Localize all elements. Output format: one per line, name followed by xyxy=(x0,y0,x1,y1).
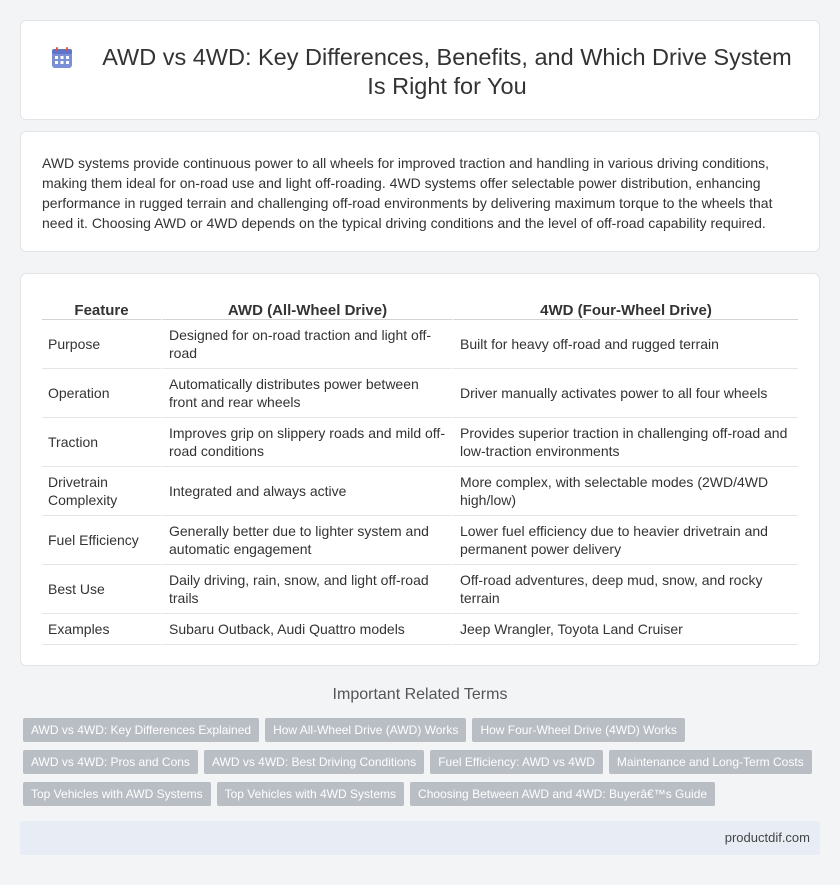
related-terms-title: Important Related Terms xyxy=(332,686,508,703)
related-tag[interactable]: AWD vs 4WD: Key Differences Explained xyxy=(23,718,259,742)
page-title: AWD vs 4WD: Key Differences, Benefits, and Which Drive System Is Right for You xyxy=(102,44,792,99)
related-tag[interactable]: Maintenance and Long-Term Costs xyxy=(609,750,812,774)
related-tag[interactable]: How All-Wheel Drive (AWD) Works xyxy=(265,718,466,742)
table-row xyxy=(42,565,798,614)
related-tag[interactable]: How Four-Wheel Drive (4WD) Works xyxy=(472,718,684,742)
related-tag[interactable]: Top Vehicles with 4WD Systems xyxy=(217,782,404,806)
feature-cell: Examples xyxy=(42,614,161,645)
4wd-cell: More complex, with selectable modes (2WD/4WD high/low) xyxy=(452,467,798,516)
4wd-cell: Provides superior traction in challenging off-road and low-traction environments xyxy=(452,418,798,467)
feature-cell: Best Use xyxy=(42,565,161,614)
footer-site-link[interactable]: productdif.com xyxy=(724,830,810,845)
feature-cell: Operation xyxy=(42,369,161,418)
table-row xyxy=(42,369,798,418)
column-header-awd: AWD (All-Wheel Drive) xyxy=(161,294,452,320)
table-row xyxy=(42,516,798,565)
related-tags xyxy=(23,718,823,806)
column-header-4wd: 4WD (Four-Wheel Drive) xyxy=(452,294,798,320)
related-tag[interactable]: AWD vs 4WD: Best Driving Conditions xyxy=(204,750,424,774)
table-header-row xyxy=(42,294,798,320)
feature-cell: Traction xyxy=(42,418,161,467)
awd-cell: Daily driving, rain, snow, and light off-road trails xyxy=(161,565,452,614)
table-row xyxy=(42,418,798,467)
column-header-feature: Feature xyxy=(42,294,161,320)
related-tag[interactable]: AWD vs 4WD: Pros and Cons xyxy=(23,750,198,774)
awd-cell: Automatically distributes power between front and rear wheels xyxy=(161,369,452,418)
feature-cell: Fuel Efficiency xyxy=(42,516,161,565)
feature-cell: Purpose xyxy=(42,320,161,369)
awd-cell: Designed for on-road traction and light off-road xyxy=(161,320,452,369)
awd-cell: Improves grip on slippery roads and mild off-road conditions xyxy=(161,418,452,467)
footer xyxy=(20,821,820,855)
related-tag[interactable]: Choosing Between AWD and 4WD: Buyerâ€™s Guide xyxy=(410,782,715,806)
awd-cell: Integrated and always active xyxy=(161,467,452,516)
4wd-cell: Off-road adventures, deep mud, snow, and rocky terrain xyxy=(452,565,798,614)
awd-cell: Generally better due to lighter system and automatic engagement xyxy=(161,516,452,565)
title-wrap xyxy=(51,43,799,101)
4wd-cell: Built for heavy off-road and rugged terrain xyxy=(452,320,798,369)
related-tag[interactable]: Fuel Efficiency: AWD vs 4WD xyxy=(430,750,603,774)
related-tag[interactable]: Top Vehicles with AWD Systems xyxy=(23,782,211,806)
comparison-card xyxy=(20,273,820,666)
intro-card xyxy=(20,131,820,252)
calendar-grid-icon xyxy=(51,47,73,69)
table-row xyxy=(42,614,798,645)
4wd-cell: Jeep Wrangler, Toyota Land Cruiser xyxy=(452,614,798,645)
awd-cell: Subaru Outback, Audi Quattro models xyxy=(161,614,452,645)
header-card xyxy=(20,20,820,120)
4wd-cell: Lower fuel efficiency due to heavier drivetrain and permanent power delivery xyxy=(452,516,798,565)
intro-paragraph: AWD systems provide continuous power to all wheels for improved traction and handling in various driving conditions, making them ideal for on-road use and light off-roading. 4WD systems offer selectable power distribution, enhancing performance in rugged terrain and challenging off-road environments by delivering maximum torque to the wheels that need it. Choosing AWD or 4WD depends on the typical driving conditions and the level of off-road capability required. xyxy=(42,155,773,231)
comparison-table xyxy=(42,294,798,645)
table-row xyxy=(42,467,798,516)
table-row xyxy=(42,320,798,369)
4wd-cell: Driver manually activates power to all four wheels xyxy=(452,369,798,418)
feature-cell: Drivetrain Complexity xyxy=(42,467,161,516)
